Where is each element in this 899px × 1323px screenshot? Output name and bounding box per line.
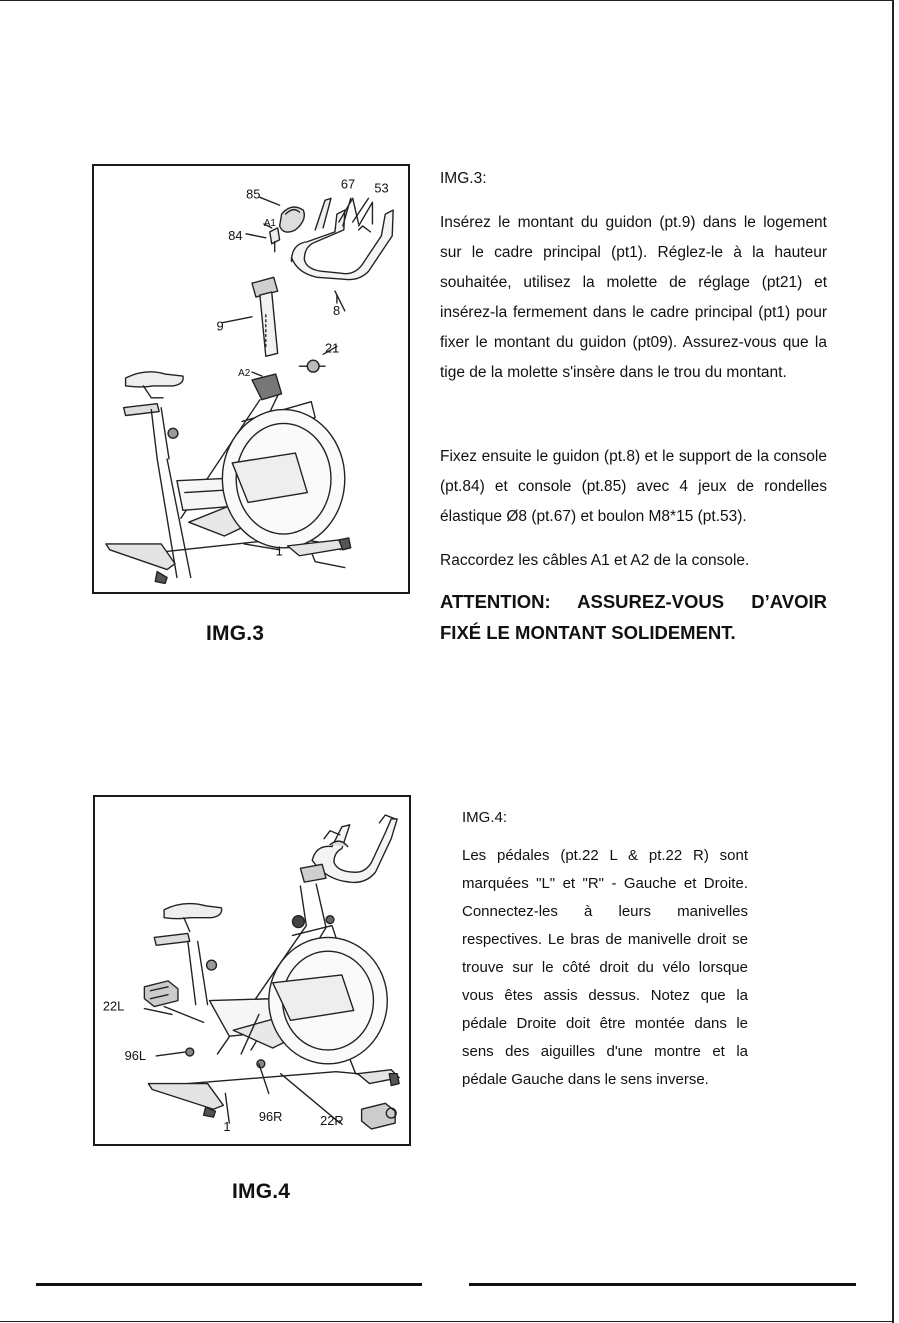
- stem-drawing: [252, 277, 278, 356]
- label-53: 53: [374, 180, 389, 196]
- label-A1: A1: [263, 217, 276, 229]
- page-border-top: [0, 0, 893, 1]
- footer-rule-left: [36, 1283, 422, 1286]
- img3-warning: ATTENTION: ASSUREZ-VOUS D’AVOIR FIXÉ LE MONTANT SOLIDEMENT.: [440, 591, 827, 643]
- img3-paragraph-3: Raccordez les câbles A1 et A2 de la console.: [440, 552, 750, 569]
- img4-paragraph-1: Les pédales (pt.22 L & pt.22 R) sont marquées "L" et "R" - Gauche et Droite. Connectez-les à leurs manivelles respectives. Le bras de manivelle droit se trouve sur le côté droit du vélo lorsque vous êtes assis dessus. Notez que la pédale Droite doit être montée dans le sens des aiguilles d'une montre et la pédale Gauche dans le sens inverse.: [462, 847, 748, 1088]
- label-1: 1: [275, 543, 283, 559]
- seat-drawing: [124, 372, 184, 459]
- img4-caption: IMG.4: [232, 1180, 291, 1203]
- img3-heading: IMG.3:: [440, 170, 487, 187]
- label-8: 8: [332, 302, 341, 318]
- img3-paragraph-1: Insérez le montant du guidon (pt.9) dans le logement sur le cadre principal (pt1). Réglez-le à la hauteur souhaitée, utilisez la molette de réglage (pt21) et insérez-la fermement dans le cadre principal (pt1) pour fixer le montant du guidon (pt09). Assurez-vous que la tige de la molette s'insère dans le trou du montant.: [440, 214, 827, 381]
- flywheel-drawing: [269, 937, 387, 1063]
- label-21: 21: [325, 340, 340, 356]
- handlebar-drawing: [300, 815, 397, 882]
- label-A2: A2: [238, 368, 251, 380]
- img4-bike-diagram: [95, 797, 409, 1144]
- label-22L: 22L: [102, 998, 125, 1014]
- label-96R: 96R: [258, 1109, 283, 1125]
- img3-paragraph-2: Fixez ensuite le guidon (pt.8) et le support de la console (pt.84) et console (pt.85) avec 4 jeux de rondelles élastique Ø8 (pt.67) et boulon M8*15 (pt.53).: [440, 448, 827, 525]
- flywheel-drawing: [222, 410, 344, 548]
- label-9: 9: [216, 318, 224, 334]
- right-pedal-drawing: [362, 1103, 397, 1129]
- label-96L: 96L: [124, 1047, 147, 1063]
- page-border-bottom: [0, 1321, 893, 1322]
- img4-figure: [93, 795, 411, 1146]
- img4-heading: IMG.4:: [462, 809, 508, 826]
- img3-bike-diagram: [94, 166, 408, 592]
- img3-instructions: [440, 164, 827, 648]
- spacer: [440, 388, 827, 442]
- label-84: 84: [228, 227, 243, 243]
- label-1: 1: [223, 1118, 231, 1134]
- img3-caption: IMG.3: [206, 622, 265, 645]
- console-drawing: [280, 207, 305, 232]
- footer-rule-right: [469, 1283, 856, 1286]
- img4-instructions: [462, 804, 748, 1094]
- img3-figure: [92, 164, 410, 594]
- label-85: 85: [246, 186, 261, 202]
- page-border-right: [892, 0, 894, 1323]
- label-67: 67: [340, 176, 356, 192]
- label-22R: 22R: [320, 1113, 344, 1129]
